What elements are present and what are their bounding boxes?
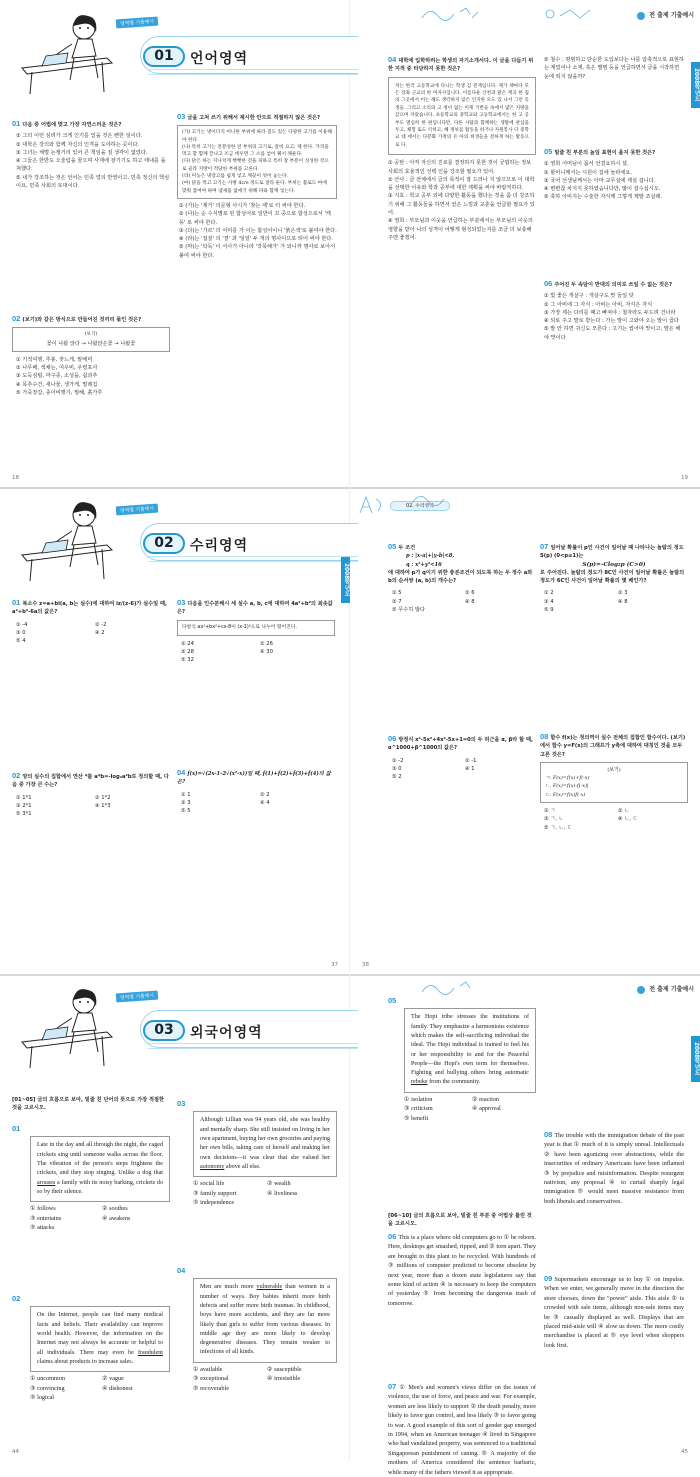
question-number: 04 [177,1266,186,1275]
question-number: 01 [12,598,21,607]
option[interactable]: ② 나무배, 색채는, 여우비, 우령포사 [16,365,98,372]
option[interactable]: ② ㄴ [618,808,630,815]
question-number: 06 [388,734,397,743]
option[interactable]: ③ 28 [181,649,194,656]
option[interactable]: ③ 2*1 [16,802,32,809]
box-label: (보기) [607,766,621,773]
option[interactable]: ③ convincing [30,1384,65,1392]
question-01 [12,1124,170,1232]
header-tag: 전 출제 기출예시 [635,8,700,24]
question-06 [388,1232,536,1308]
option[interactable]: ① 영희 어머님이 몸서 언결요하시 셨. [544,161,629,168]
section-title: 외국어영역 [190,1025,263,1041]
option[interactable]: ③ 지효 : 학교 공부 외에 다양한 활동을 했다는 것을 좀 더 강조하기 위해 그 활동들을 하면서 얻은 느낌과 교훈을 언급할 필요가 있어. [388,193,535,217]
option[interactable]: ④ 30 [260,649,273,656]
question-07 [540,543,688,614]
option[interactable]: ④ dishonest [102,1384,133,1392]
option[interactable]: ⑤ (마)는 '탁독' 이 서사가 아니라 '작목해가' 가 되니까 명사로 보아서 붙여 써야 한다. [179,244,336,259]
question-number: 02 [12,771,21,780]
question-number: 05 [544,147,553,156]
passage-text: The Hopi tribe stresses the institutions of family. They emphasize a harmonious existence which makes the self-sacrificing individual the ideal. The Hopi individual is trained to feel his or her responsibility to and for the Peaceful People—the Hopi's own term for themselves. Fighting and bullying others bring automatic [411,1014,529,1077]
question-01 [12,599,170,645]
condition-box: 다항식 ax²+bx²+cx-8이 (x-1)²으로 나누어 떨어진다. [177,620,335,636]
question-04 [388,56,536,242]
passage-text: On the Internet, people can find many medical facts and beliefs. Their availability can improve world health. However, the information on the Internet may not always be accurate or helpful to all individuals. There may even be [37,1312,163,1356]
option[interactable]: ② 1*2 [95,794,111,801]
option[interactable]: ④ ㄴ, ㄷ [618,816,638,823]
studying-girl-icon [12,8,132,96]
page-number: 45 [681,1449,688,1455]
option[interactable]: ① (가)는 '제거' 의문형 사시가 '찾는 제'로 터 써야 한다. [179,202,306,209]
option[interactable]: ③ 7 [392,598,402,605]
option[interactable]: ② 대학은 강의와 함께 자신의 인격을 도야하는 곳이다. [16,141,140,148]
option[interactable]: ② 6 [465,590,475,597]
question-08 [540,733,688,832]
passage-text: from the community. [427,1079,481,1086]
option[interactable]: ② vague [102,1375,124,1383]
section-header [12,493,342,579]
option[interactable]: ④ 영희 : 부모님과 이웃을 언급하는 부분에서는 부모님의 이웃의 영향을 받아 나의 성격이 어떻게 형성되었는지를 조금 더 보충해 주면 좋겠어. [388,218,533,241]
instruction [388,1212,536,1229]
question-text-2: 에 대하여 p가 q이기 위한 충분조건이 되도록 하는 두 정수 a와 b의 순서쌍 (a, b)의 개수는? [388,569,533,585]
option[interactable]: ② 3 [618,590,628,597]
option[interactable]: ⑤ 철수 : 평범하고 단순한 도입보다는 나를 압축적으로 표현하는 재밌어나 소재, 혹은 별명 등을 언급하면서 글을 시작하면 눈에 띄지 않을까? [544,57,684,80]
box-text: 꽃이 나왔 앉다 → 나왔앉은꽃 → 나왔꽃 [46,340,136,347]
year-tab: 2008학년도 [691,62,700,108]
question-number: 06 [544,279,553,288]
question-text: 다음 중 어법에 맞고 가장 자연스러운 것은? [22,122,122,128]
option[interactable]: ① isolation [404,1095,433,1103]
passage-text: Men are much more [200,1284,257,1291]
option[interactable]: ② (나)는 순 수식별로 된 합성어로 일반이 꼬 중으로 합성으로서 '캐동' 로 써야 한다. [179,211,331,226]
spread-1 [0,0,700,487]
question-06 [544,280,684,342]
option[interactable]: ① 24 [181,640,194,647]
studying-girl-icon [12,982,132,1070]
question-number: 07 [388,1382,397,1391]
page-number: 18 [12,475,19,481]
box-line: ㄱ. F(x)=f(x)+f(-x) [545,775,590,782]
question-text: 밑줄 친 부분의 높임 표현이 올지 못한 것은? [554,150,656,156]
title-stripe [148,556,358,562]
option[interactable]: ③ 4 [544,598,554,605]
option[interactable]: ② 26 [260,640,273,647]
option[interactable]: ⑤ ㄱ, ㄴ, ㄷ [544,824,572,831]
option[interactable]: ④ 1 [465,765,475,772]
example-box [540,762,688,803]
question-number: 08 [544,1130,553,1139]
option[interactable]: ① 그의 이런 심려가 크게 인기를 얻을 것은 뻔한 일이다. [16,133,143,140]
option[interactable]: ⑤ 내가 강조하는 것은 언어는 민족 얼의 반영이고, 민족 정신의 핵심이요, 민족 사회의 토대이다. [16,174,170,190]
option[interactable]: ① uncommon [30,1375,65,1383]
passage-text: Late in the day and all through the night, the caged crickets sing until someone walks across the floor. The vibration of the person's steps frightens the crickets, and they stop singing. Unlike a dog that [37,1142,163,1177]
question-06 [388,735,534,781]
studying-girl-icon [12,495,132,583]
question-number: 01 [12,119,21,128]
option[interactable]: ③ 0 [16,629,26,636]
question-number: 05 [388,996,397,1005]
passage-box [30,1136,170,1202]
instruction-text: [01~05] 글의 흐름으로 보아, 밑줄 친 단어의 뜻으로 가장 적절한 것을 고르시오. [12,1097,164,1112]
option[interactable]: ④ awakens [102,1214,131,1222]
section-tag: 영역별 기출예시 [116,991,158,1003]
section-number: 03 [143,1020,185,1041]
option[interactable]: ② reaction [472,1095,500,1103]
question-text: 다음을 인수분해시 세 실수 a, b, c에 대하여 4a²+b²의 최솟값은? [177,601,333,616]
option[interactable]: ④ 2 [95,629,105,636]
passage-box [193,1278,337,1362]
option[interactable]: ① 1 [181,791,191,798]
option[interactable]: ③ criticism [404,1105,433,1113]
option[interactable]: ⑤ 32 [181,657,194,664]
passage-text: a family with its noisy barking, crickets do so by their silence. [37,1179,163,1195]
option[interactable]: ⑤ 2 [392,774,402,781]
page-number: 44 [12,1449,19,1455]
question-number: 06 [388,1232,397,1241]
formula: S(p)=-Clog₂p (C>0) [582,561,646,568]
option[interactable]: ① -4 [16,621,28,628]
question-01 [12,120,170,190]
page-number: 38 [362,962,369,968]
question-number: 02 [12,314,21,323]
question-04 [177,769,335,815]
option[interactable]: ③ 3 [181,799,191,806]
option[interactable]: ③ 그녀는 체벌 논쟁거리 있어 큰 책임을 질 생각이 없었다. [16,149,148,156]
title-stripe [148,69,358,75]
option[interactable]: ③ 국어 선생님께서는 아마 교무실에 계실 겁니다. [544,177,656,184]
section-number: 01 [143,46,185,67]
option[interactable]: ⑤ 무수히 많다 [392,607,426,614]
option[interactable]: ② wealth [267,1180,291,1188]
doodle-icon [540,4,600,24]
passage-text: Although Lillian was 94 years old, she was healthy and mentally sharp. She still insisted on living in her own apartment, buying her own groceries and paying her own bills, taking care of herself and making her own decisions—it was clear that she valued her [200,1117,330,1161]
underlined-word: autonomy [200,1163,225,1170]
condition-p: p : |x-a|+|y-b|<8, [406,553,455,560]
doodle-icon [420,978,480,998]
question-text: 함수 f(x)는 정의역이 실수 전체의 집합인 함수이다. (보기)에서 함수 y=F(x)의 그래프가 y축에 대하여 대칭인 것을 모두 고른 것은? [540,735,686,758]
option[interactable]: ① 5 [392,590,402,597]
question-04-cont [544,56,684,81]
question-05 [544,148,684,202]
question-07 [388,1382,536,1477]
question-number: 08 [540,732,549,741]
question-number: 01 [12,1124,21,1133]
passage-box [193,1111,337,1177]
option[interactable]: ③ (다)는 '가르' 의 어미를 가 이는 합성어이니 '붉은색'로 붙여야 한다. [179,227,337,234]
box-line: (라) 미농은 냉장고를 쉽게 넣고 깨끗이 씻어 놓는다. [182,174,289,180]
question-text-2: 로 주어진다. 놀람의 정도가 8C인 사건이 일어날 확률은 놀람의 정도가 6C인 사건이 일어날 확률의 몇 배인가? [540,569,685,585]
section-header [12,980,342,1066]
instruction-text: [06~10] 글의 흐름으로 보아, 밑줄 친 부분 중 어법상 틀린 것을 고르시오. [388,1213,532,1228]
option[interactable]: ② 그 아비에 그 자식 : 아비는 아비, 자식은 자식 [544,301,653,308]
question-09 [544,1274,684,1350]
option[interactable]: ① ㄱ [544,808,556,815]
title-stripe [148,1043,358,1049]
question-number: 05 [388,542,397,551]
section-header [12,6,342,92]
spread-3 [0,974,700,1476]
option[interactable]: ④ 8 [618,598,628,605]
doodle-icon [420,4,480,24]
option[interactable]: ① 빛 좋은 개살구 : 개살구도 맛 들일 탓 [544,293,634,300]
question-number: 04 [388,55,397,64]
option[interactable]: ④ liveliness [267,1189,298,1197]
question-text: 일어날 확률이 p인 사건이 일어날 때 나타나는 놀람의 정도 S(p) (0<p≤1)는 [540,545,684,560]
option[interactable]: ③ 0 [392,765,402,772]
question-text: 주어진 두 속담이 반대의 의미로 쓰일 수 없는 것은? [554,282,673,288]
option[interactable]: ① available [193,1365,223,1373]
passage-text: above all else. [224,1163,261,1170]
header-tag: 전 출제 기출예시 [635,982,700,998]
passage-box [404,1008,536,1092]
condition-q: q : x²+y²<16 [406,561,442,568]
page-number: 37 [331,962,338,968]
option[interactable]: ⑤ 9 [544,607,554,614]
option[interactable]: ④ 그들은 한반도 오울림을 꿈으며 사재에 잠기기도 하고 태내를 돌쳐했다. [16,158,166,173]
page-38 [350,487,700,974]
option[interactable]: ③ entertains [30,1214,62,1222]
option[interactable]: ④ 4 [260,799,270,806]
box-label: (보기) [84,332,98,338]
option[interactable]: ⑤ 가죽장갑, 종이비행기, 꿩혜, 흙가루 [16,390,103,397]
option[interactable]: ⑤ 발 안 하면 귀신도 모른다 : 고기는 씹어야 맛이고, 말은 해야 맛이다 [544,326,681,341]
box-line: (마) 닭을 먹고 고기는 사방 4cm 정도로 잘라 둔다. 부위는 불로도 마에 맞춰 끓여야 하며 냄새를 없애기 위해 파와 함께 넣는다. [182,181,327,194]
option[interactable]: ④ irresistible [267,1375,301,1383]
option[interactable]: ③ ㄱ, ㄴ [544,816,564,823]
doodle-icon [356,493,386,517]
option[interactable]: ⑤ 5 [181,808,191,815]
passage-text: claims about products to increase sales. [37,1358,134,1365]
box-line: (나) 특히 고기는 전분성한 연 부위의 고기로, 갈비 요고, 제 한다. 가격을 먹고 할 함께 끝나고 조금 데우면 그 소를 넣어 꿰서 채운다. [182,144,329,158]
passage-text: The trouble with the immigration debate of the past year is that ① much of it is simply unreal. Intellectuals ② have been agonizing over abstractions, while the insecurities of ordinary Americans have been inflamed ③ by prejudice and misinformation. Despite resurgent nativism, any proposal ④ to curtail sharply legal immigration ⑤ would meet massive resistance from both liberals and conservatives. [544,1132,684,1205]
underlined-word: vulnerable [256,1284,283,1291]
option[interactable]: ⑤ independence [193,1199,235,1206]
year-tab: 2008학년도 [691,1036,700,1082]
option[interactable]: ⑤ 4 [16,638,26,645]
option[interactable]: ⑤ logical [30,1394,54,1401]
option[interactable]: ④ 되로 주고 말로 받는다 : 가는 말이 고와야 오는 말이 곱다 [544,318,679,325]
option[interactable]: ② 2 [260,791,270,798]
passage-text: Supermarkets encourage us to buy ① on impulse. When we enter, we generally move in the direction the store chooses, down the "power" aisle. This aisle ② is crowded with sale items, although non-sale items may be ③ casually displayed as well. Displays that are placed mid-aisle will ④ slow us down. The more costly merchandise is placed at ⑤ eye level when shoppers look first. [544,1276,684,1349]
section-tag: 영역별 기출예시 [116,17,158,29]
box-line: ㄴ. F(x)=f(x)-f(-x)| [545,783,589,790]
question-05 [388,543,534,614]
option[interactable]: ① 공탄 : 아직 자신의 진로를 결정하지 못한 것이 궁핍하는 정보 사회의 효율적인 선택 인을 강조할 필요가 있어. [388,160,532,175]
page-45 [350,974,700,1476]
box-line: ㄷ. F(x)=f(x)f(-x) [545,791,586,798]
question-number: 02 [12,1294,21,1303]
option[interactable]: ② susceptible [267,1365,302,1373]
year-tab: 2008학년도 [341,557,350,603]
question-02 [12,315,170,397]
option[interactable]: ③ 가장 제는 다리를 째고 빠져야 : 철자라도 두드려 건너라 [544,309,676,316]
option[interactable]: ① -2 [392,757,404,764]
passage-box [177,125,337,199]
underlined-word: fraudulent [137,1349,163,1356]
question-text: 두 조건 [398,545,416,551]
option[interactable]: ① follows [30,1205,56,1213]
page-44 [0,974,350,1461]
question-text: (보기)와 같은 방식으로 만들어진 것끼리 묶인 것은? [22,317,142,323]
option[interactable]: ① social life [193,1180,225,1188]
section-title: 수리영역 [190,538,249,554]
question-number: 03 [177,598,186,607]
underlined-word: rebuke [411,1079,428,1086]
option[interactable]: ② 할머니께서는 시원이 집에 놀라세요. [544,169,633,176]
page-19 [350,0,700,487]
option[interactable]: ④ 목추수건, 새나물, 생가게, 벌레집 [16,381,98,388]
question-03 [177,599,335,665]
option[interactable]: ④ 8 [465,598,475,605]
question-text: 대학에 입학하려는 학생의 자기소개서다. 이 글을 다듬기 위한 지적 중 타당하지 못한 것은? [388,58,534,73]
example-box [12,327,170,352]
page-18 [0,0,350,487]
question-text: 양의 실수의 집합에서 연산 *를 a*b=-log₂a²b로 정의할 때, 다음 중 가장 큰 수는? [12,774,169,789]
section-number: 02 [143,533,185,554]
passage-text: than women in a number of ways. Boy babies inherit more birth defects and suffer more birth traumas. In childhood, boys have more accidents, and they are far more likely than girls to suffer from various diseases. In middle age they are more likely to develop degenerative diseases. They remain weaker to infections of all kinds. [200,1284,330,1356]
option[interactable]: ② 산사 : 글 전체에서 글의 목적이 잘 드러나 지 않으므로 이 대학을 선택한 이유와 학과 공부에 대한 계획을 써야 바람직하다. [388,176,535,192]
option[interactable]: ⑤ 축하 아비지는 수술한 자식께 그렇게 제발 조실래. [544,194,663,201]
section-tag: 영역별 기출예시 [116,504,158,516]
question-number: 03 [177,1099,186,1108]
passage-box [30,1306,170,1372]
option[interactable]: ③ 도둑심털, 마구종, 소성을, 쉽과추 [16,373,98,380]
question-text: 글을 고쳐 쓰기 위해서 제시한 안으로 적절하지 않은 것은? [187,115,321,121]
question-05 [388,996,536,1123]
option[interactable]: ② -1 [465,757,477,764]
question-number: 09 [544,1274,553,1283]
option[interactable]: ① 1*1 [16,794,32,801]
question-text: 복소수 z=a+bi(a, b는 실수)에 대하여 iz/(z-6)가 실수일 때, a²+b²-6a의 값은? [12,601,167,616]
passage-text: ① Men's and women's views differ on the issues of violence, the use of force, and peace and war. For example, women are less likely to support ② the death penalty, more likely to favor gun control, and less likely ③ to favor going to war. A good example of this sort of gender gap emerged in 1994, when an American teenager ④ lived in Singapore who had vandalized property, was sentenced to a traditional Singaporean punishment of caning. ⑤ A majority of the mothers of America considered the sentence barbaric, while many of the fathers viewed it as appropriate. [388,1384,536,1476]
header-tag: 02. 수리영역 [390,501,450,511]
question-03 [177,1099,337,1207]
doodle-icon [410,489,470,509]
option[interactable]: ④ 변변찮 차지지 못하였습니다만, 많이 잡수십시오. [544,186,661,193]
question-02 [12,1294,170,1402]
question-number: 04 [177,768,186,777]
spread-2 [0,487,700,974]
option[interactable]: ⑤ attacks [30,1224,55,1231]
box-line: (다) 닭은 하는 지나치게 뻣뻣한 것을 피하고 특히 잘 부분이 싱싱한 것으로 골라 지방이 적당한 부위를 고른다. [182,159,329,172]
option[interactable]: ① 2 [544,590,554,597]
question-number: 07 [540,542,549,551]
page-number: 19 [681,475,688,481]
question-02 [12,772,170,818]
passage-box: 저는 한국 고등학교에 다니는 학생 김 전재입니다. 제가 책마다 모든 강좌 근교의 한 여자사입니다. 이름다운 산천과 맑은 계곡 한 집의 그곳에서 어는 해도 생각하지 않은 인지한 모도 있 나서 그런 동생들. 그리고 소리의 고 청이 없는 이제 기반들 속에서 많은 지방을 갖으며 자랐습니다. 초등학교의 중학교와 고등학교에서는 한 고 공부도 열심히 한 편입니다만, 다른 사람과 함께하는 생활에 관심을 두고, 체험 또도 익히고, 해 정보를 활동을 하거나 자원봉사 다 중학교 대 에서는 다문화 가정의 유 아의 희생들을 전하게 하는 활동으로 다. [388,77,536,156]
option[interactable]: ⑤ recoverable [193,1384,229,1392]
question-04 [177,1266,337,1393]
instruction [12,1096,170,1113]
box-line: (가) 고기는 냉이더지 어니한 부위에 따라 질도 있는 다양한 고기를 이용해야 한다. [182,130,332,143]
question-03 [177,113,337,260]
option[interactable]: ③ exceptional [193,1375,229,1383]
option[interactable]: ⑤ benefit [404,1114,429,1122]
question-text: 방정식 x⁴-5x³+4x²-5x+1=0의 두 허근을 α, β라 할 때, α^1000+β^1000의 값은? [388,737,533,752]
option[interactable]: ④ approval [472,1105,501,1113]
question-text: f(x)=√(2x-1-2√(x²-x))일 때, f(1)+f(2)+f(3)+f(4)의 값은? [177,771,331,786]
page-37 [0,487,350,974]
option[interactable]: ④ 1*3 [95,802,111,809]
option[interactable]: ② -2 [95,621,107,628]
section-title: 언어영역 [190,51,249,67]
option[interactable]: ④ (라)는 '접질' 의 '결' 과 '일일' 두 개의 명사이므로 띄어 써야 한다. [179,236,333,243]
option[interactable]: ① 기적여행, 추봉, 잣느게, 말메미 [16,356,93,363]
question-number: 03 [177,112,186,121]
option[interactable]: ⑤ 3*1 [16,811,32,818]
question-08 [544,1130,684,1206]
underlined-word: arouses [37,1179,56,1186]
option[interactable]: ② soothes [102,1205,128,1213]
option[interactable]: ③ family support [193,1189,237,1197]
passage-text: This is a place where old computers go to ① be reborn. Here, desktops get smashed, ripped, and ② torn apart. They are brought to this plant to be recycled. With hundreds of ③ millions of computer predicted to become obsolete by next year, more than a dozen state legislatures say that some kind of action ④ is necessary to keep the computers of yesterday ⑤ from becoming the dangerous trash of tomorrow. [388,1234,536,1307]
